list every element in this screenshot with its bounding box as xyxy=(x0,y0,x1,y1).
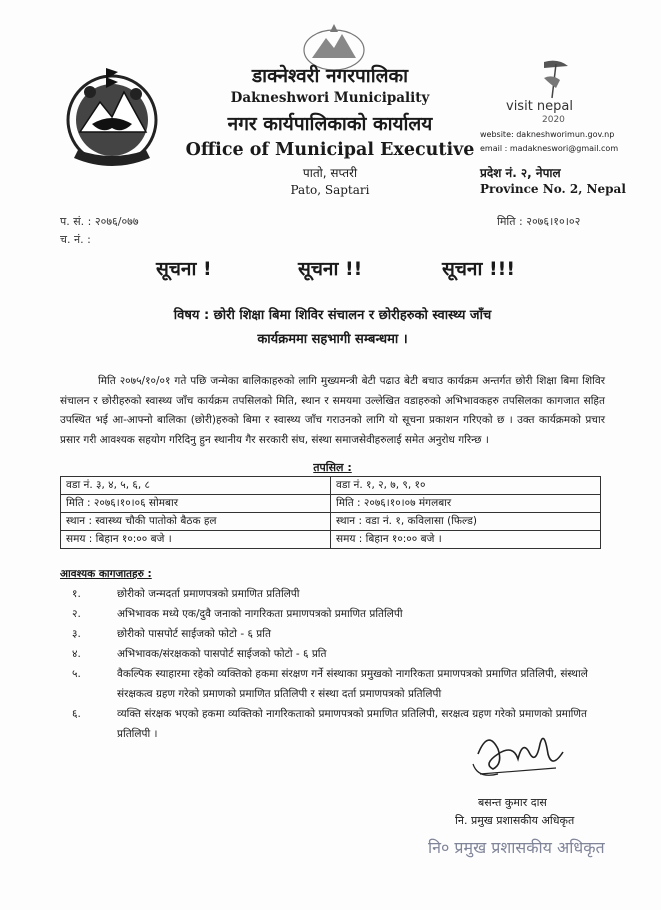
table-row xyxy=(61,477,601,495)
schedule-table xyxy=(60,476,601,549)
list-item xyxy=(60,584,605,604)
office-name-np: नगर कार्यपालिकाको कार्यालय xyxy=(227,113,433,135)
schedule-ward-2: वडा नं. १, २, ७, ९, १० xyxy=(331,477,601,495)
doc-number: ३. xyxy=(72,628,81,640)
notice-heading-1: सूचना ! xyxy=(156,258,212,280)
dispatch-number: च. नं. : xyxy=(60,233,91,246)
province-np: प्रदेश नं. २, नेपाल xyxy=(480,166,561,180)
municipality-name-np: डाक्नेश्वरी नगरपालिका xyxy=(251,65,409,87)
address-np: पातो, सप्तरी xyxy=(302,166,358,180)
doc-text: छोरीको पासपोर्ट साईजको फोटो - ६ प्रति xyxy=(117,628,271,640)
letter-date: मिति : २०७६।१०।०२ xyxy=(497,215,581,228)
notice-heading-2: सूचना !! xyxy=(298,258,363,280)
doc-number: १. xyxy=(72,588,81,600)
schedule-date-1: मिति : २०७६।१०।०६ सोमबार xyxy=(61,495,331,513)
address-en: Pato, Saptari xyxy=(290,183,370,197)
visit-nepal-2020-logo xyxy=(504,58,588,126)
documents-title: आवश्यक कागजातहरु : xyxy=(60,568,152,580)
doc-text: छोरीको जन्मदर्ता प्रमाणपत्रको प्रमाणित प्रतिलिपी xyxy=(117,588,300,600)
visit-logo-year: 2020 xyxy=(542,115,565,125)
office-name-en: Office of Municipal Executive xyxy=(185,140,475,160)
notice-heading-3: सूचना !!! xyxy=(442,258,515,280)
list-item xyxy=(60,624,605,644)
tapsil-title: तपसिल : xyxy=(313,461,352,474)
designation-stamp: नि० प्रमुख प्रशासकीय अधिकृत xyxy=(428,838,605,857)
subject-line-2: कार्यक्रममा सहभागी सम्बन्धमा । xyxy=(257,332,408,347)
visit-logo-text: visit nepal xyxy=(506,99,573,114)
doc-number: २. xyxy=(72,608,81,620)
table-row xyxy=(61,531,601,549)
website-text: website: dakneshworimun.gov.np xyxy=(480,130,615,139)
schedule-date-2: मिति : २०७६।१०।०७ मंगलबार xyxy=(331,495,601,513)
signatory-name: बसन्त कुमार दास xyxy=(478,796,547,809)
schedule-time-1: समय : बिहान १०:०० बजे । xyxy=(61,531,331,549)
reference-number: प. सं. : २०७६/०७७ xyxy=(60,215,139,228)
body-paragraph: मिति २०७५/१०/०१ गते पछि जन्मेका बालिकाहरुको लागि मुख्यमन्त्री बेटी पढाउ बेटी बचाउ कार्यक्रम अन्तर्गत छोरी शिक्षा बिमा शिविर संचालन र छोरीहरुको स्वास्थ्य जाँच कार्यक्रम तपसिलको मिति, स्थान र समयमा उल्लेखित वडाहरुको अभिभावकहरु तपसिलका कागजात सहित उपस्थित भई आ-आफ्नो बालिका (छोरी)हरुको बिमा र स्वास्थ्य जाँच गराउनको लागि यो सूचना प्रकाशन गरिएको छ । उक्त कार्यक्रमको प्रचार प्रसार गरी आवश्यक सहयोग गरिदिनु हुन स्थानीय गैर सरकारी संघ, संस्था समाजसेवीहरुलाई समेत अनुरोध गरिन्छ । xyxy=(60,375,605,446)
province-en: Province No. 2, Nepal xyxy=(480,182,626,196)
schedule-time-2: समय : बिहान १०:०० बजे । xyxy=(331,531,601,549)
table-row xyxy=(61,495,601,513)
handwritten-signature xyxy=(468,724,568,784)
email-text: email : madakneswori@gmail.com xyxy=(480,144,619,153)
doc-text: वैकल्पिक स्याहारमा रहेको व्यक्तिको हकमा संरक्षण गर्ने संस्थाका प्रमुखको नागरिकता प्रमाणपत्रको प्रमाणित प्रतिलिपी, संस्थाले संरक्षकत्व ग्रहण गरेको प्रमाणको प्रमाणित प्रतिलिपी र संस्था दर्ता प्रमाणपत्रको प्रतिलिपी xyxy=(117,668,588,700)
required-documents xyxy=(60,564,605,744)
doc-text: अभिभावक/संरक्षकको पासपोर्ट साईजको फोटो - ६ प्रति xyxy=(117,648,327,660)
doc-number: ६. xyxy=(72,708,81,720)
municipality-name-en: Dakneshwori Municipality xyxy=(230,90,430,106)
doc-number: ५. xyxy=(72,668,81,680)
signatory-designation: नि. प्रमुख प्रशासकीय अधिकृत xyxy=(455,814,575,827)
doc-number: ४. xyxy=(72,648,81,660)
list-item xyxy=(60,604,605,624)
schedule-place-2: स्थान : वडा नं. १, कविलासा (फिल्ड) xyxy=(331,513,601,531)
table-row xyxy=(61,513,601,531)
nepal-emblem-logo xyxy=(60,62,164,170)
doc-text: अभिभावक मध्ये एक/दुवै जनाको नागरिकता प्रमाणपत्रको प्रमाणित प्रतिलिपी xyxy=(117,608,403,620)
subject-line-1: विषय : छोरी शिक्षा बिमा शिविर संचालन र छोरीहरुको स्वास्थ्य जाँच xyxy=(173,308,492,323)
schedule-ward-1: वडा नं. ३, ४, ५, ६, ८ xyxy=(61,477,331,495)
doc-text: व्यक्ति संरक्षक भएको हकमा व्यक्तिको नागरिकताको प्रमाणपत्रको प्रमाणित प्रतिलिपी, सरक्षत्व ग्रहण गरेको प्रमाणको प्रमाणित प्रतिलिपी । xyxy=(117,708,587,740)
list-item xyxy=(60,644,605,664)
schedule-place-1: स्थान : स्वास्थ्य चौकी पातोको बैठक हल xyxy=(61,513,331,531)
list-item xyxy=(60,664,605,704)
